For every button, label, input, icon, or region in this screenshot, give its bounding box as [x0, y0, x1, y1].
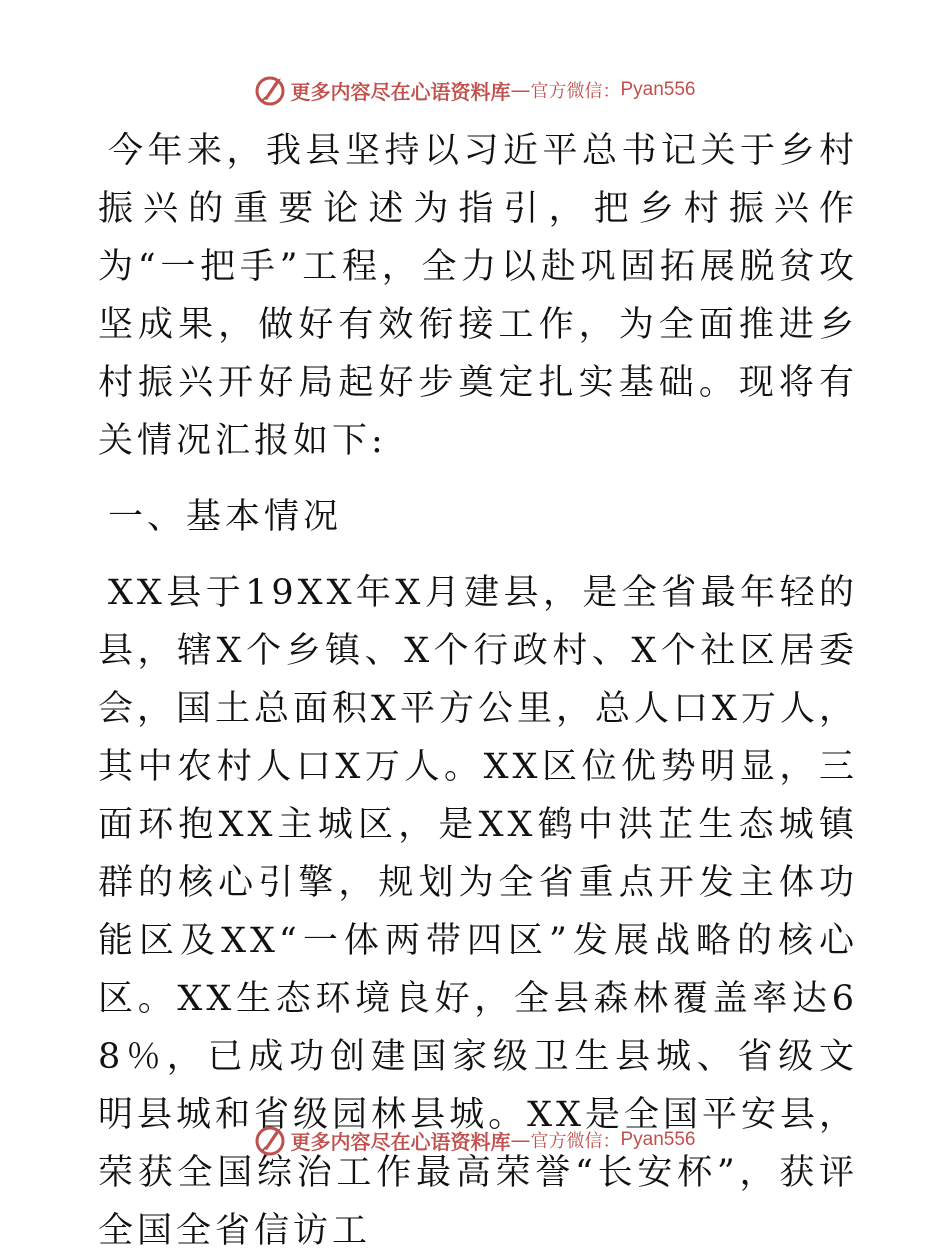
watermark-site-text: 更多内容尽在心语资料库	[290, 1129, 511, 1154]
watermark-wechat-id: Pyan556	[620, 1129, 696, 1150]
basic-info-paragraph: XX县于19XX年X月建县，是全省最年轻的县，辖X个乡镇、X个行政村、X个社区居委会，国土总面积X平方公里，总人口X万人，其中农村人口X万人。XX区位优势明显，三面环抱XX主城区，是XX鹤中洪芷生态城镇群的核心引擎，规划为全省重点开发主体功能区及XX“一体两带四区”发展战略的核心区。XX生态环境良好，全县森林覆盖率达68％，已成功创建国家级卫生县城、省级文明县城和省级园林县城。XX是全国平安县，荣获全国综治工作最高荣誉“长安杯”，获评全国全省信访工	[98, 573, 858, 1251]
header-watermark	[0, 70, 950, 110]
quill-logo-icon	[254, 73, 288, 107]
intro-paragraph: 今年来，我县坚持以习近平总书记关于乡村振兴的重要论述为指引，把乡村振兴作为“一把手”工程，全力以赴巩固拓展脱贫攻坚成果，做好有效衔接工作，为全面推进乡村振兴开好局起好步奠定扎实基础。现将有关情况汇报如下:	[98, 131, 858, 461]
section-heading-basic: 一、基本情况	[108, 497, 343, 537]
watermark-separator: —	[510, 78, 531, 102]
watermark-wechat-label: 官方微信：	[530, 81, 621, 102]
watermark-site-text: 更多内容尽在心语资料库	[290, 79, 511, 104]
quill-logo-icon	[254, 1123, 288, 1157]
watermark-wechat-id: Pyan556	[620, 79, 696, 100]
document-content	[98, 122, 858, 1260]
watermark-wechat-label: 官方微信：	[530, 1131, 621, 1152]
watermark-separator: —	[510, 1128, 531, 1152]
footer-watermark	[0, 1120, 950, 1160]
